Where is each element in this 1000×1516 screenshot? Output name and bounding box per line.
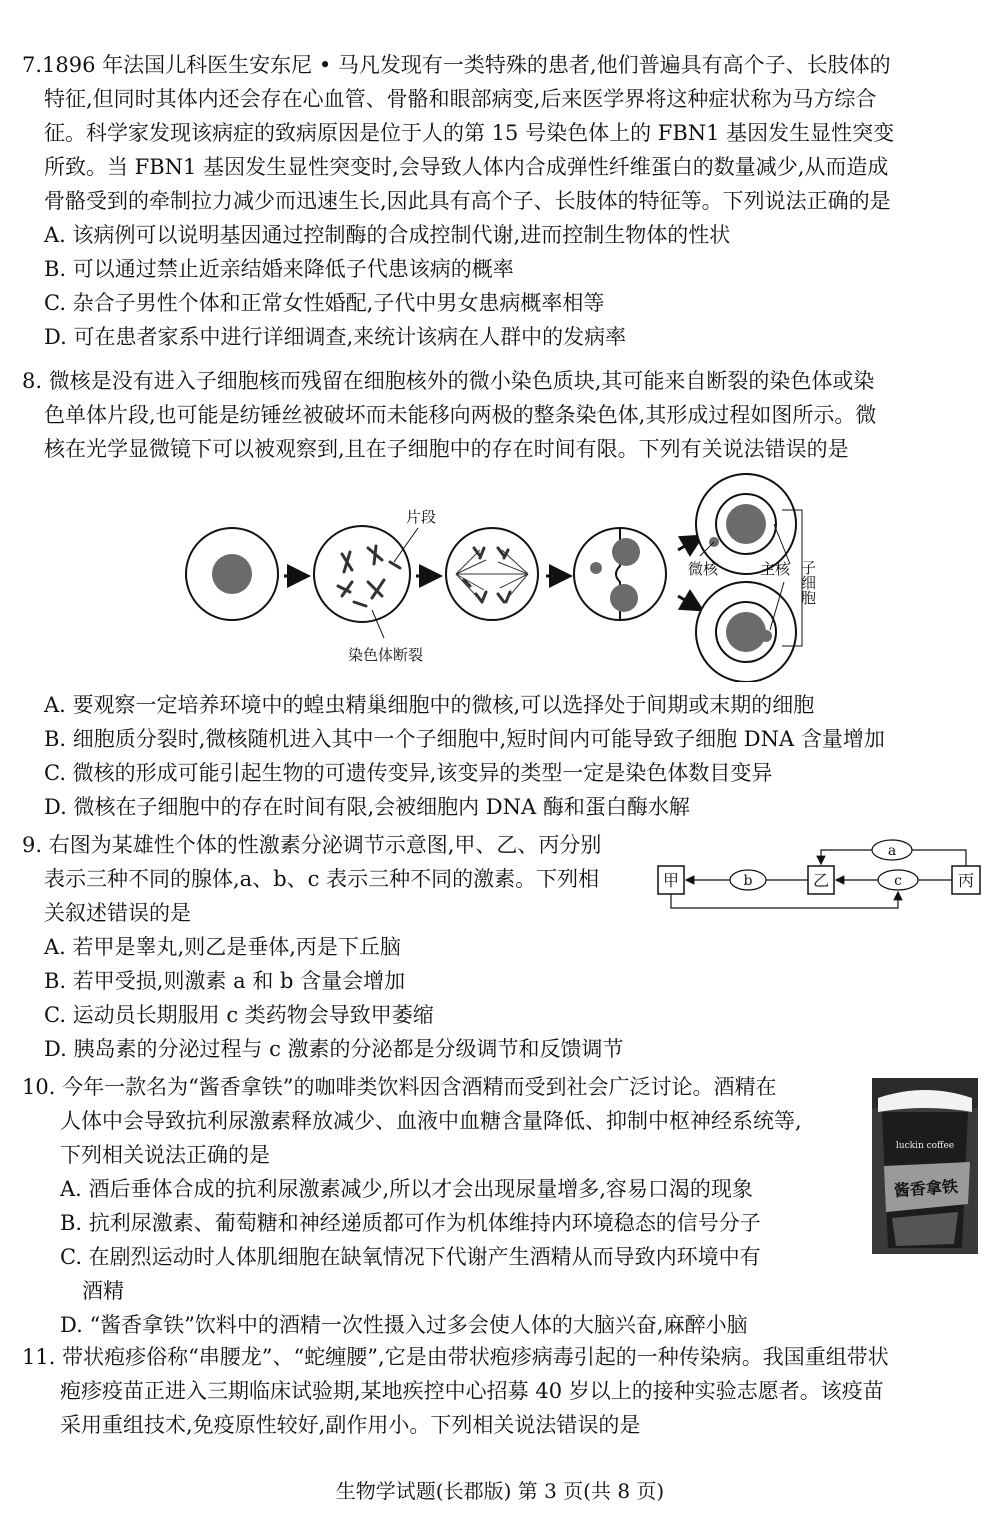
q11-stem-line: 11. 带状疱疹俗称“串腰龙”、“蛇缠腰”,它是由带状疱疹病毒引起的一种传染病。我国重组带状 bbox=[22, 1345, 889, 1369]
q9-option-d: D. 胰岛素的分泌过程与 c 激素的分泌都是分级调节和反馈调节 bbox=[44, 1037, 624, 1061]
gland-yi-label: 乙 bbox=[812, 871, 830, 890]
metaphase-cell bbox=[314, 526, 410, 622]
q7-option-b: B. 可以通过禁止近亲结婚来降低子代患该病的概率 bbox=[44, 257, 514, 281]
q8-stem-line: 8. 微核是没有进入子细胞核而残留在细胞核外的微小染色质块,其可能来自断裂的染色体或染 bbox=[22, 369, 875, 393]
fragment-label: 片段 bbox=[406, 508, 437, 526]
question-7 bbox=[22, 48, 980, 354]
main-nucleus-label: 主核 bbox=[760, 560, 791, 578]
hormone-c-label: c bbox=[894, 873, 902, 889]
question-9 bbox=[22, 828, 662, 930]
page-footer: 生物学试题(长郡版) 第 3 页(共 8 页) bbox=[335, 1479, 665, 1503]
q7-stem-line: 7.1896 年法国儿科医生安东尼 • 马凡发现有一类特殊的患者,他们普遍具有高个子、长肢体的 bbox=[22, 53, 891, 77]
interphase-cell bbox=[186, 528, 278, 620]
q10-option-d: D. “酱香拿铁”饮料中的酒精一次性摄入过多会使人体的大脑兴奋,麻醉小脑 bbox=[60, 1313, 748, 1337]
q7-stem-line: 骨骼受到的牵制拉力减少而迅速生长,因此具有高个子、长肢体的特征等。下列说法正确的是 bbox=[44, 189, 891, 213]
cup-sleeve-text: 酱香拿铁 bbox=[893, 1176, 959, 1201]
telophase-cell bbox=[574, 528, 666, 620]
q8-option-c: C. 微核的形成可能引起生物的可遗传变异,该变异的类型一定是染色体数目变异 bbox=[44, 761, 773, 785]
hormone-regulation-diagram bbox=[656, 828, 986, 914]
anaphase-cell bbox=[446, 528, 538, 620]
q7-option-a: A. 该病例可以说明基因通过控制酶的合成控制代谢,进而控制生物体的性状 bbox=[44, 223, 731, 247]
question-9-options bbox=[22, 930, 980, 1066]
daughter-cell-bottom bbox=[696, 582, 796, 682]
cup-brand-text: luckin coffee bbox=[895, 1141, 955, 1151]
q10-stem-line: 人体中会导致抗利尿激素释放减少、血液中血糖含量降低、抑制中枢神经系统等, bbox=[60, 1109, 802, 1133]
q8-option-b: B. 细胞质分裂时,微核随机进入其中一个子细胞中,短时间内可能导致子细胞 DNA 含量增加 bbox=[44, 727, 885, 751]
q9-option-b: B. 若甲受损,则激素 a 和 b 含量会增加 bbox=[44, 969, 406, 993]
q10-stem-line: 下列相关说法正确的是 bbox=[60, 1143, 270, 1167]
q9-stem-line: 表示三种不同的腺体,a、b、c 表示三种不同的激素。下列相 bbox=[44, 867, 600, 891]
q10-option-c-cont: 酒精 bbox=[82, 1279, 124, 1303]
micronucleus-diagram bbox=[180, 470, 820, 682]
coffee-cup-photo bbox=[872, 1078, 978, 1254]
q8-option-d: D. 微核在子细胞中的存在时间有限,会被细胞内 DNA 酶和蛋白酶水解 bbox=[44, 795, 690, 819]
q9-option-a: A. 若甲是睾丸,则乙是垂体,丙是下丘脑 bbox=[44, 935, 401, 959]
q10-option-a: A. 酒后垂体合成的抗利尿激素减少,所以才会出现尿量增多,容易口渴的现象 bbox=[60, 1177, 753, 1201]
q7-stem-line: 特征,但同时其体内还会存在心血管、骨骼和眼部病变,后来医学界将这种症状称为马方综合 bbox=[44, 87, 877, 111]
q8-stem-line: 核在光学显微镜下可以被观察到,且在子细胞中的存在时间有限。下列有关说法错误的是 bbox=[44, 437, 849, 461]
q10-option-b: B. 抗利尿激素、葡萄糖和神经递质都可作为机体维持内环境稳态的信号分子 bbox=[60, 1211, 761, 1235]
q11-stem-line: 疱疹疫苗正进入三期临床试验期,某地疾控中心招募 40 岁以上的接种实验志愿者。该疫苗 bbox=[60, 1379, 884, 1403]
q7-option-d: D. 可在患者家系中进行详细调查,来统计该病在人群中的发病率 bbox=[44, 325, 627, 349]
q7-stem-line: 征。科学家发现该病症的致病原因是位于人的第 15 号染色体上的 FBN1 基因发生显性突变 bbox=[44, 121, 895, 145]
hormone-b-label: b bbox=[743, 873, 753, 889]
q7-option-c: C. 杂合子男性个体和正常女性婚配,子代中男女患病概率相等 bbox=[44, 291, 605, 315]
gland-bing-label: 丙 bbox=[957, 871, 975, 890]
question-8-options bbox=[22, 688, 980, 824]
q9-stem-line: 关叙述错误的是 bbox=[44, 901, 191, 925]
question-8 bbox=[22, 364, 980, 466]
q7-stem-line: 所致。当 FBN1 基因发生显性突变时,会导致人体内合成弹性纤维蛋白的数量减少,从而造成 bbox=[44, 155, 889, 179]
q8-option-a: A. 要观察一定培养环境中的蝗虫精巢细胞中的微核,可以选择处于间期或末期的细胞 bbox=[44, 693, 815, 717]
question-10 bbox=[22, 1070, 872, 1342]
daughter-cell-label: 子细胞 bbox=[799, 560, 817, 605]
q10-stem-line: 10. 今年一款名为“酱香拿铁”的咖啡类饮料因含酒精而受到社会广泛讨论。酒精在 bbox=[22, 1075, 777, 1099]
q11-stem-line: 采用重组技术,免疫原性较好,副作用小。下列相关说法错误的是 bbox=[60, 1413, 641, 1437]
chromosome-break-label: 染色体断裂 bbox=[348, 646, 424, 664]
q10-option-c: C. 在剧烈运动时人体肌细胞在缺氧情况下代谢产生酒精从而导致内环境中有 bbox=[60, 1245, 761, 1269]
micronucleus-label: 微核 bbox=[688, 560, 719, 578]
q9-stem-line: 9. 右图为某雄性个体的性激素分泌调节示意图,甲、乙、丙分别 bbox=[22, 833, 602, 857]
q8-stem-line: 色单体片段,也可能是纺锤丝被破坏而未能移向两极的整条染色体,其形成过程如图所示。微 bbox=[44, 403, 877, 427]
hormone-a-label: a bbox=[887, 843, 897, 859]
q9-option-c: C. 运动员长期服用 c 类药物会导致甲萎缩 bbox=[44, 1003, 434, 1027]
gland-jia-label: 甲 bbox=[662, 871, 680, 890]
daughter-cell-top bbox=[696, 474, 796, 574]
question-11 bbox=[22, 1340, 980, 1442]
